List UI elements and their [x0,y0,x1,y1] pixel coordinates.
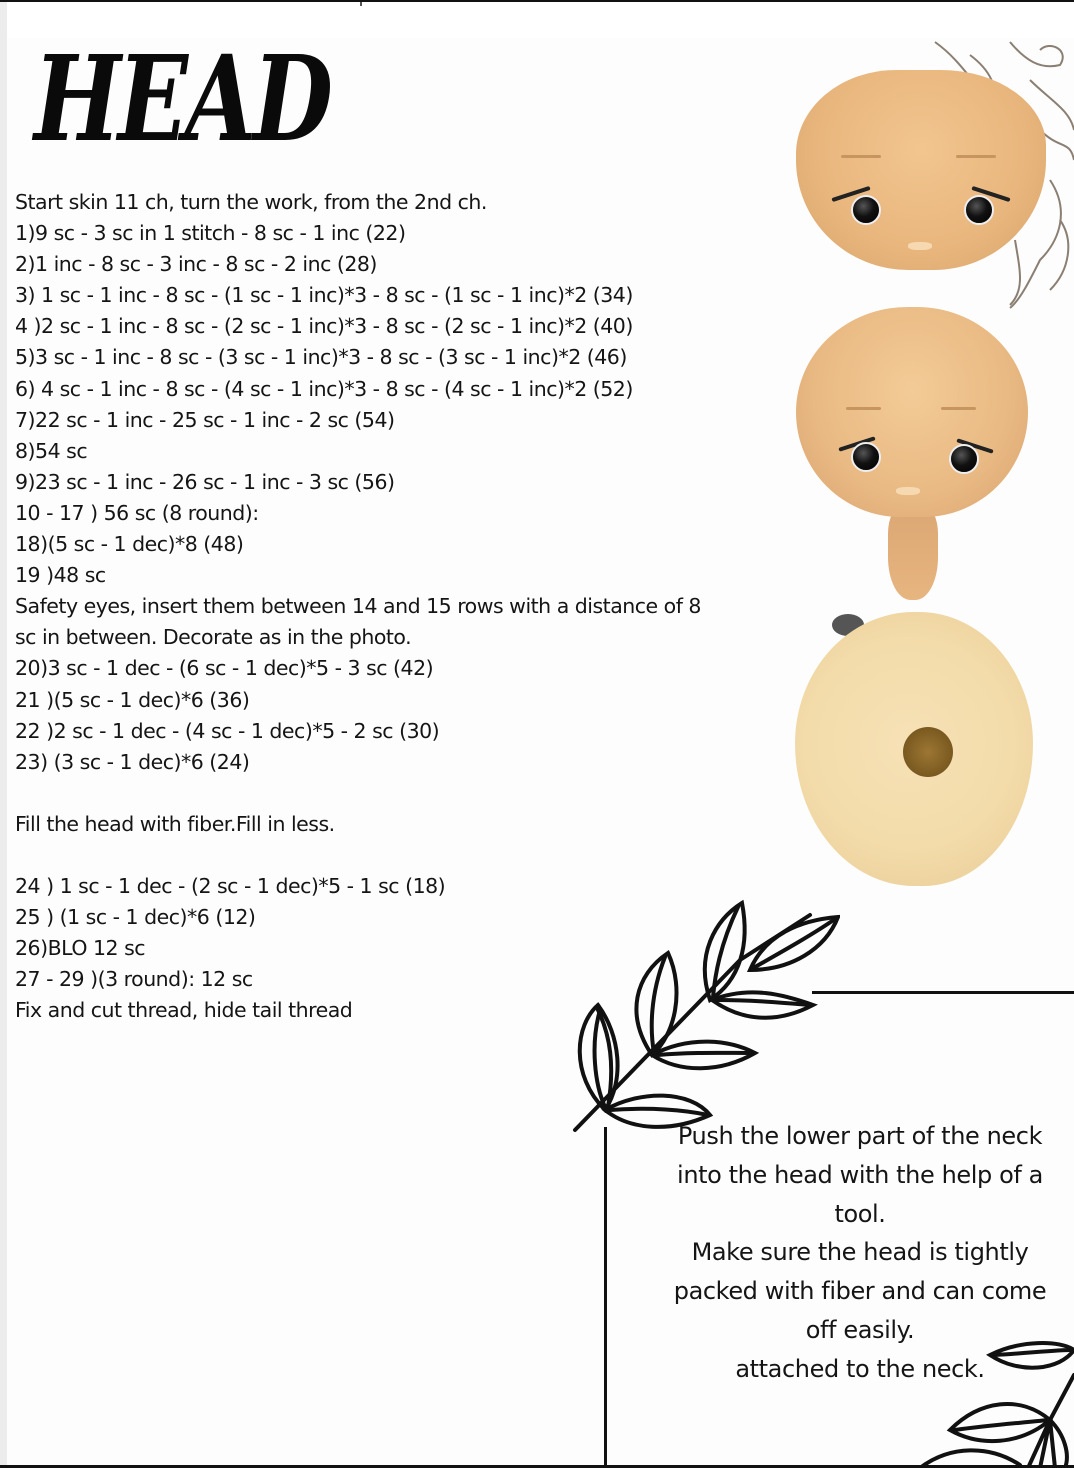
instruction-line: 18)(5 sc - 1 dec)*8 (48) [15,532,244,557]
nose [896,487,920,495]
instruction-line: Fill the head with fiber.Fill in less. [15,811,335,836]
top-tick-mark [360,2,362,6]
instruction-line: 24 ) 1 sc - 1 dec - (2 sc - 1 dec)*5 - 1 sc (18) [15,874,446,899]
instruction-line: 1)9 sc - 3 sc in 1 stitch - 8 sc - 1 inc (22) [15,221,406,246]
instruction-line: Fix and cut thread, hide tail thread [15,998,353,1023]
note-line: off easily. [805,1315,915,1344]
instruction-line: 27 - 29 )(3 round): 12 sc [15,967,253,992]
note-line: Push the lower part of the neck [677,1122,1043,1150]
note-line: into the head with the help of a [677,1160,1043,1189]
note-line: Make sure the head is tightly [691,1238,1029,1267]
instruction-line: Safety eyes, insert them between 14 and 15 rows with a distance of 8 [15,594,701,619]
neck-opening [903,727,953,777]
note-line: attached to the neck. [735,1354,985,1383]
instruction-line: 5)3 sc - 1 inc - 8 sc - (3 sc - 1 inc)*3 - 8 sc - (3 sc - 1 inc)*2 (46) [15,345,627,370]
instruction-line: 19 )48 sc [15,563,106,588]
instruction-line: 4 )2 sc - 1 inc - 8 sc - (2 sc - 1 inc)*3 - 8 sc - (2 sc - 1 inc)*2 (40) [15,314,633,339]
leaf-branch-icon [570,895,840,1135]
instruction-line: 26)BLO 12 sc [15,936,146,961]
note-line: tool. [834,1199,886,1228]
eyebrow [841,155,881,158]
eyebrow [846,407,881,410]
divider-line [812,991,1074,994]
neck-photo [888,505,938,600]
eyebrow [941,407,976,410]
instruction-line: sc in between. Decorate as in the photo. [15,625,412,650]
instruction-line: 25 ) (1 sc - 1 dec)*6 (12) [15,905,256,930]
safety-eye-icon [949,444,979,474]
safety-eye-icon [964,195,994,225]
safety-eye-icon [851,442,881,472]
instruction-line: 10 - 17 ) 56 sc (8 round): [15,500,259,525]
head-back-photo [795,612,1033,886]
head-front-photo [796,70,1046,270]
eyebrow [956,155,996,158]
safety-eye-icon [851,195,881,225]
instruction-line: 22 )2 sc - 1 dec - (4 sc - 1 dec)*5 - 2 sc (30) [15,718,440,743]
instruction-line: 9)23 sc - 1 inc - 26 sc - 1 inc - 3 sc (56) [15,469,395,494]
instruction-line: Start skin 11 ch, turn the work, from the 2nd ch. [15,190,487,214]
head-with-neck-photo [796,307,1028,517]
instruction-line: 6) 4 sc - 1 inc - 8 sc - (4 sc - 1 inc)*3 - 8 sc - (4 sc - 1 inc)*2 (52) [15,376,633,401]
instruction-spacer [15,778,735,809]
assembly-note [640,1117,1074,1389]
instruction-line: 23) (3 sc - 1 dec)*6 (24) [15,749,250,774]
instruction-line: 7)22 sc - 1 inc - 25 sc - 1 inc - 2 sc (54) [15,407,395,432]
instruction-line: 2)1 inc - 8 sc - 3 inc - 8 sc - 2 inc (28) [15,252,377,277]
nose [908,242,932,250]
note-line: packed with fiber and can come [673,1277,1047,1306]
top-border [0,0,1074,2]
instruction-line: 20)3 sc - 1 dec - (6 sc - 1 dec)*5 - 3 sc (42) [15,656,434,681]
page-title: HEAD [34,29,330,168]
instruction-spacer [15,840,735,871]
instruction-line: 3) 1 sc - 1 inc - 8 sc - (1 sc - 1 inc)*3 - 8 sc - (1 sc - 1 inc)*2 (34) [15,283,633,308]
instruction-line: 8)54 sc [15,438,88,463]
vertical-divider-line [604,1127,607,1468]
instruction-line: 21 )(5 sc - 1 dec)*6 (36) [15,687,250,712]
left-margin-strip [0,2,7,1466]
